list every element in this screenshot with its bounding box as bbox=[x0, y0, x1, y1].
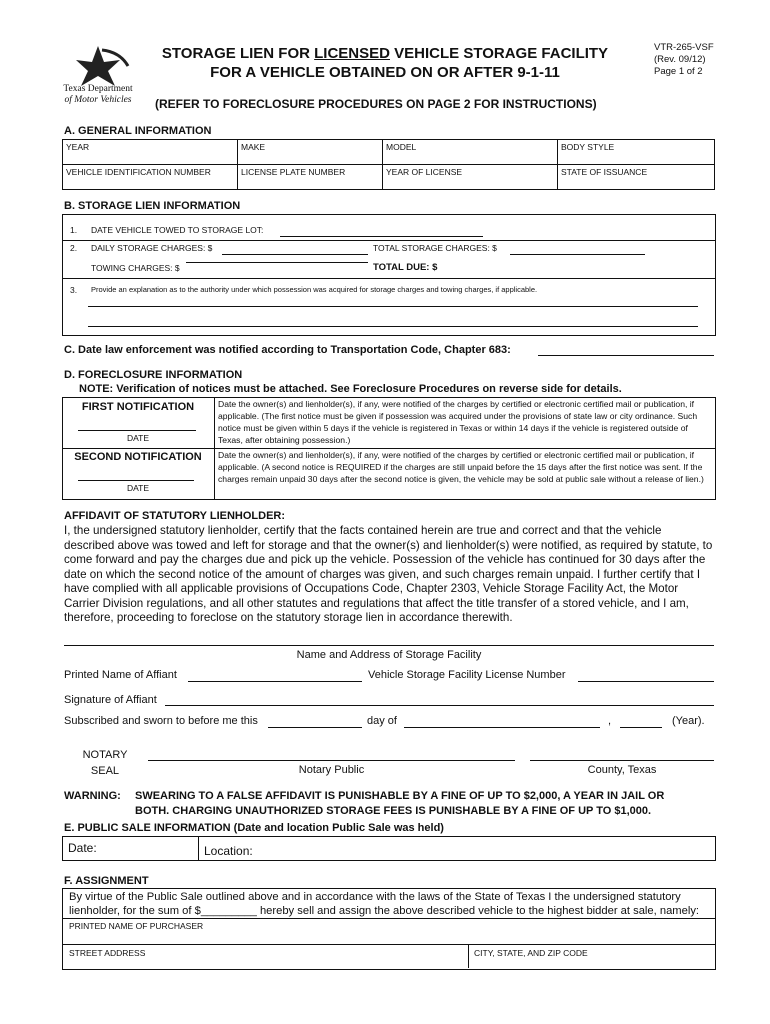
explanation-line-2[interactable] bbox=[88, 326, 698, 327]
form-number: VTR-265-VSF bbox=[654, 42, 714, 53]
field-make[interactable]: MAKE bbox=[238, 140, 383, 165]
explanation-line-1[interactable] bbox=[88, 306, 698, 307]
general-info-table bbox=[62, 139, 715, 190]
notary-public-input[interactable] bbox=[148, 760, 515, 761]
warning-line2: BOTH. CHARGING UNAUTHORIZED STORAGE FEES IS PUNISHABLE BY A FINE OF UP TO $1,000. bbox=[135, 805, 652, 817]
city-state-zip-field[interactable]: CITY, STATE, AND ZIP CODE bbox=[474, 948, 588, 958]
total-due-label: TOTAL DUE: $ bbox=[373, 262, 438, 273]
section-d-heading: D. FORECLOSURE INFORMATION bbox=[64, 369, 243, 381]
form-subtitle: (REFER TO FORECLOSURE PROCEDURES ON PAGE 2 FOR INSTRUCTIONS) bbox=[155, 97, 597, 111]
day-input[interactable] bbox=[268, 727, 362, 728]
date-towed-label: DATE VEHICLE TOWED TO STORAGE LOT: bbox=[91, 225, 264, 235]
assignment-line1: By virtue of the Public Sale outlined above and in accordance with the laws of the State of Texas I the undersigned statutory bbox=[69, 891, 681, 903]
public-sale-box bbox=[62, 836, 716, 861]
date-towed-input[interactable] bbox=[280, 236, 483, 237]
item1-number: 1. bbox=[70, 225, 78, 235]
notary-seal-label bbox=[68, 747, 142, 779]
form-meta bbox=[654, 42, 714, 78]
section-c-label: C. Date law enforcement was notified according to Transportation Code, Chapter 683: bbox=[64, 344, 511, 356]
daily-storage-label: DAILY STORAGE CHARGES: $ bbox=[91, 243, 213, 253]
agency-name-line2: of Motor Vehicles bbox=[64, 95, 132, 105]
second-notification-text: Date the owner(s) and lienholder(s), if any, were notified of the charges by certified or electronic certified mail or publication, if applicable. (A second notice is REQUIRED if the charges are still unpaid before the 15 days after the first notice was sent. If the charges remain unpaid 30 days after the second notice is given, the vehicle may be sold at public sale without a release of lien.) bbox=[218, 450, 704, 484]
field-model[interactable]: MODEL bbox=[383, 140, 558, 165]
section-d-note: NOTE: Verification of notices must be attached. See Foreclosure Procedures on reverse side for details. bbox=[79, 383, 622, 395]
field-body-style[interactable]: BODY STYLE bbox=[558, 140, 715, 165]
county-input[interactable] bbox=[530, 760, 714, 761]
total-storage-input[interactable] bbox=[510, 254, 645, 255]
field-year[interactable]: YEAR bbox=[63, 140, 238, 165]
title-part-1: STORAGE LIEN FOR bbox=[161, 45, 315, 62]
section-b-heading: B. STORAGE LIEN INFORMATION bbox=[64, 200, 241, 212]
facility-name-input[interactable] bbox=[64, 645, 714, 646]
second-notification-label: SECOND NOTIFICATION bbox=[74, 451, 202, 463]
agency-name-line1: Texas Department bbox=[63, 84, 133, 94]
title-part-2: VEHICLE STORAGE FACILITY bbox=[389, 45, 609, 62]
notary-public-label: Notary Public bbox=[298, 764, 365, 776]
notary-seal-line1: NOTARY bbox=[82, 749, 128, 761]
towing-input[interactable] bbox=[186, 262, 368, 263]
title-line2: FOR A VEHICLE OBTAINED ON OR AFTER 9-1-11 bbox=[210, 64, 560, 81]
subscribed-label: Subscribed and sworn to before me this bbox=[64, 715, 258, 727]
item2-number: 2. bbox=[70, 243, 78, 253]
printed-name-label: Printed Name of Affiant bbox=[64, 669, 177, 681]
field-year-of-license[interactable]: YEAR OF LICENSE bbox=[383, 165, 558, 190]
day-of-label: day of bbox=[367, 715, 397, 727]
star-icon bbox=[58, 44, 138, 88]
county-label: County, Texas bbox=[587, 764, 657, 776]
field-license-plate[interactable]: LICENSE PLATE NUMBER bbox=[238, 165, 383, 190]
sale-date-field[interactable]: Date: bbox=[68, 841, 97, 855]
purchaser-name-field[interactable]: PRINTED NAME OF PURCHASER bbox=[69, 921, 204, 931]
section-f-heading: F. ASSIGNMENT bbox=[64, 875, 149, 887]
facility-name-label: Name and Address of Storage Facility bbox=[296, 649, 482, 661]
section-a-heading: A. GENERAL INFORMATION bbox=[64, 125, 212, 137]
field-vin[interactable]: VEHICLE IDENTIFICATION NUMBER bbox=[63, 165, 238, 190]
license-number-input[interactable] bbox=[578, 681, 714, 682]
assignment-line2: lienholder, for the sum of $_________ hereby sell and assign the above described vehicle to the highest bidder at sale, namely: bbox=[69, 905, 700, 917]
notary-seal-line2: SEAL bbox=[90, 765, 120, 777]
page-number: Page 1 of 2 bbox=[654, 66, 703, 77]
form-title bbox=[150, 44, 620, 82]
form-revision: (Rev. 09/12) bbox=[654, 54, 706, 65]
warning-line1: SWEARING TO A FALSE AFFIDAVIT IS PUNISHABLE BY A FINE OF UP TO $2,000, A YEAR IN JAIL OR bbox=[135, 790, 665, 802]
first-notification-date-label: DATE bbox=[126, 433, 150, 443]
printed-name-input[interactable] bbox=[188, 681, 362, 682]
title-underlined: LICENSED bbox=[314, 45, 390, 62]
affidavit-body: I, the undersigned statutory lienholder, certify that the facts contained herein are true and correct and that the vehicle described above was towed and left for storage and that the owner(s) and lienholder(s) were notified, as required by statute, to come forward and pay the charges due and pick up the vehicle. Possession of the vehicle has continued for 30 days after the date on which the second notice of the amount of charges was given, and such charges remain unpaid. I further certify that I have complied with all applicable provisions of Occupations Code, Chapter 2303, Vehicle Storage Facility Act, the Motor Carrier Division regulations, and all other statutes and regulations that affect the title transfer of a stored vehicle, and I am, therefore, proceeding to foreclose on the statutory storage lien in accordance therewith. bbox=[64, 524, 713, 624]
section-e-heading: E. PUBLIC SALE INFORMATION (Date and location Public Sale was held) bbox=[64, 822, 444, 834]
law-enforcement-date-input[interactable] bbox=[538, 355, 714, 356]
field-state-of-issuance[interactable]: STATE OF ISSUANCE bbox=[558, 165, 715, 190]
towing-label: TOWING CHARGES: $ bbox=[91, 263, 180, 273]
year-input[interactable] bbox=[620, 727, 662, 728]
second-notification-date-input[interactable] bbox=[78, 480, 194, 481]
item3-number: 3. bbox=[70, 285, 78, 295]
street-address-field[interactable]: STREET ADDRESS bbox=[69, 948, 146, 958]
second-notification-date-label: DATE bbox=[126, 483, 150, 493]
signature-input[interactable] bbox=[165, 705, 714, 706]
year-label: (Year). bbox=[672, 715, 705, 727]
month-input[interactable] bbox=[404, 727, 600, 728]
daily-storage-input[interactable] bbox=[222, 254, 368, 255]
first-notification-text: Date the owner(s) and lienholder(s), if any, were notified of the charges by certified or electronic certified mail or publication, if applicable. (The first notice must be given if possession was acquired under the provisions of state law or city ordinance. Such notice must be given within 5 days if the vehicle is registered in Texas or within 14 days if the vehicle is registered outside of Texas, after obtaining possession.) bbox=[218, 399, 698, 445]
license-number-label: Vehicle Storage Facility License Number bbox=[368, 669, 566, 681]
affidavit-heading: AFFIDAVIT OF STATUTORY LIENHOLDER: bbox=[64, 510, 286, 522]
total-storage-label: TOTAL STORAGE CHARGES: $ bbox=[373, 243, 497, 253]
signature-label: Signature of Affiant bbox=[64, 694, 157, 706]
txdmv-logo bbox=[58, 44, 138, 110]
warning-label: WARNING: bbox=[64, 790, 121, 802]
explanation-label: Provide an explanation as to the authority under which possession was acquired for storage charges and towing charges, if applicable. bbox=[91, 285, 538, 294]
comma-label: , bbox=[608, 715, 612, 727]
sale-location-field[interactable]: Location: bbox=[204, 844, 253, 858]
first-notification-label: FIRST NOTIFICATION bbox=[81, 401, 195, 413]
first-notification-date-input[interactable] bbox=[78, 430, 196, 431]
